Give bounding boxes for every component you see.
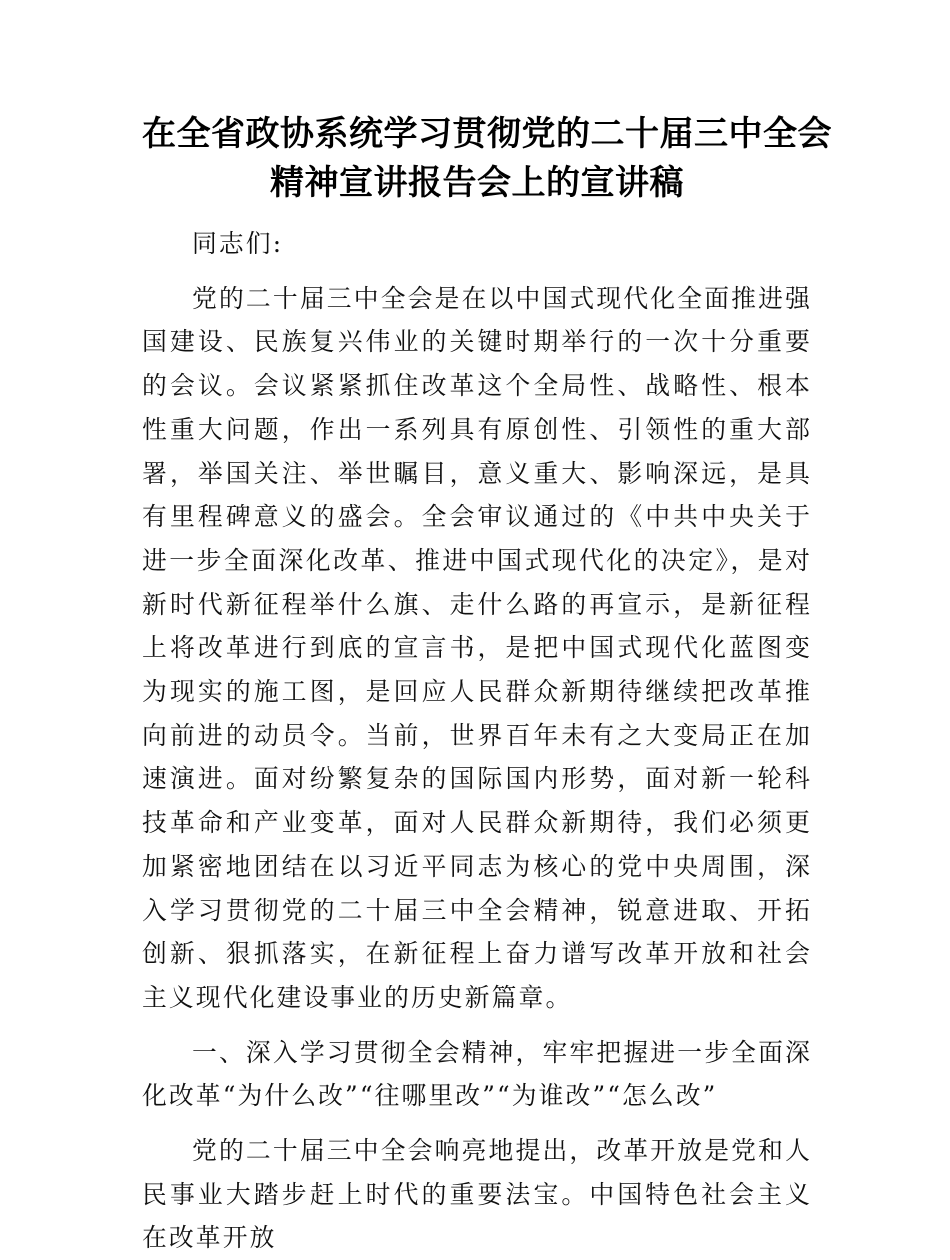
document-title	[142, 110, 832, 208]
salutation: 同志们:	[192, 229, 284, 258]
section-heading-1: 一、深入学习贯彻全会精神，牢牢把握进一步全面深化改革“为什么改”“往哪里改”“为谁改”“怎么改”	[142, 1037, 812, 1111]
paragraph-1: 党的二十届三中全会是在以中国式现代化全面推进强国建设、民族复兴伟业的关键时期举行的一次十分重要的会议。会议紧紧抓住改革这个全局性、战略性、根本性重大问题，作出一系列具有原创性、引领性的重大部署，举国关注、举世瞩目，意义重大、影响深远，是具有里程碑意义的盛会。全会审议通过的《中共中央关于进一步全面深化改革、推进中国式现代化的决定》，是对新时代新征程举什么旗、走什么路的再宣示，是新征程上将改革进行到底的宣言书，是把中国式现代化蓝图变为现实的施工图，是回应人民群众新期待继续把改革推向前进的动员令。当前，世界百年未有之大变局正在加速演进。面对纷繁复杂的国际国内形势，面对新一轮科技革命和产业变革，面对人民群众新期待，我们必须更加紧密地团结在以习近平同志为核心的党中央周围，深入学习贯彻党的二十届三中全会精神，锐意进取、开拓创新、狠抓落实，在新征程上奋力谱写改革开放和社会主义现代化建设事业的历史新篇章。	[142, 283, 812, 1012]
title-line-1: 在全省政协系统学习贯彻党的二十届三中全会	[142, 114, 832, 154]
paragraph-2: 党的二十届三中全会响亮地提出，改革开放是党和人民事业大踏步赶上时代的重要法宝。中国特色社会主义在改革开放	[142, 1136, 812, 1253]
title-line-2: 精神宣讲报告会上的宣讲稿	[270, 163, 684, 203]
